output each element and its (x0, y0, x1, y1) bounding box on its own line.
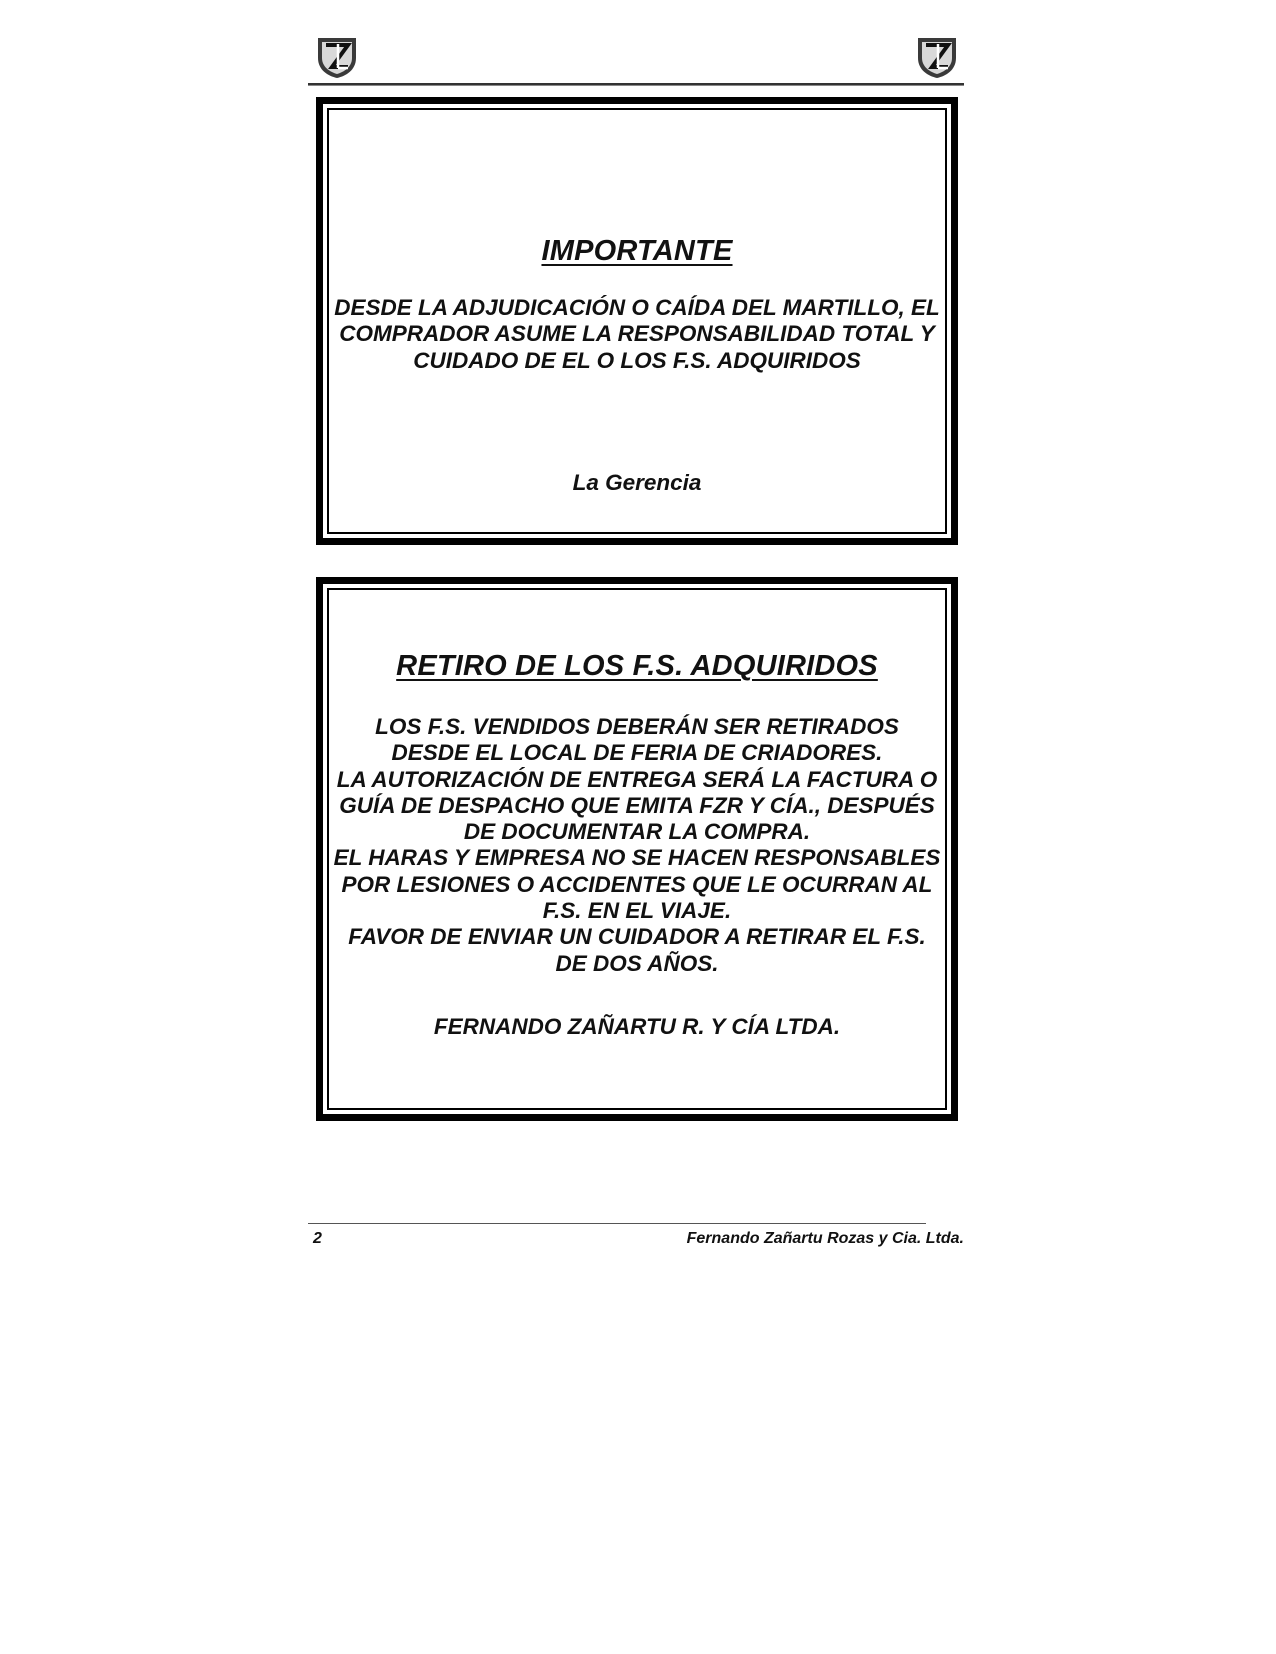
page-header (308, 32, 964, 86)
logo-icon (314, 34, 360, 80)
retiro-notice-box (316, 577, 958, 1121)
retiro-body-line: DESDE EL LOCAL DE FERIA DE CRIADORES. (391, 740, 883, 766)
footer-divider (308, 1223, 926, 1224)
important-title: IMPORTANTE (541, 235, 733, 267)
retiro-body-line: F.S. EN EL VIAJE. (542, 898, 732, 924)
retiro-body (333, 714, 941, 977)
retiro-body-line: FAVOR DE ENVIAR UN CUIDADOR A RETIRAR EL F.S. (348, 924, 926, 950)
important-notice-box (316, 97, 958, 545)
important-body-line: CUIDADO DE EL O LOS F.S. ADQUIRIDOS (413, 347, 861, 373)
retiro-body-line: DE DOS AÑOS. (555, 950, 719, 976)
retiro-signature: FERNANDO ZAÑARTU R. Y CÍA LTDA. (433, 1014, 841, 1039)
retiro-body-line: LA AUTORIZACIÓN DE ENTREGA SERÁ LA FACTURA O (336, 766, 938, 792)
important-body (333, 295, 941, 374)
header-divider (308, 83, 964, 86)
important-signature: La Gerencia (572, 470, 702, 495)
logo-icon (914, 34, 960, 80)
retiro-body-line: EL HARAS Y EMPRESA NO SE HACEN RESPONSABLES (333, 845, 941, 871)
retiro-body-line: GUÍA DE DESPACHO QUE EMITA FZR Y CÍA., DESPUÉS (339, 792, 935, 818)
retiro-body-line: POR LESIONES O ACCIDENTES QUE LE OCURRAN AL (341, 871, 933, 897)
footer-company-name: Fernando Zañartu Rozas y Cia. Ltda. (686, 1230, 964, 1247)
important-body-line: DESDE LA ADJUDICACIÓN O CAÍDA DEL MARTILLO, EL (334, 295, 940, 320)
retiro-title: RETIRO DE LOS F.S. ADQUIRIDOS (396, 650, 878, 682)
retiro-body-line: LOS F.S. VENDIDOS DEBERÁN SER RETIRADOS (375, 714, 899, 739)
retiro-body-line: DE DOCUMENTAR LA COMPRA. (463, 819, 811, 845)
important-body-line: COMPRADOR ASUME LA RESPONSABILIDAD TOTAL Y (339, 321, 935, 347)
page-number: 2 (313, 1230, 322, 1247)
